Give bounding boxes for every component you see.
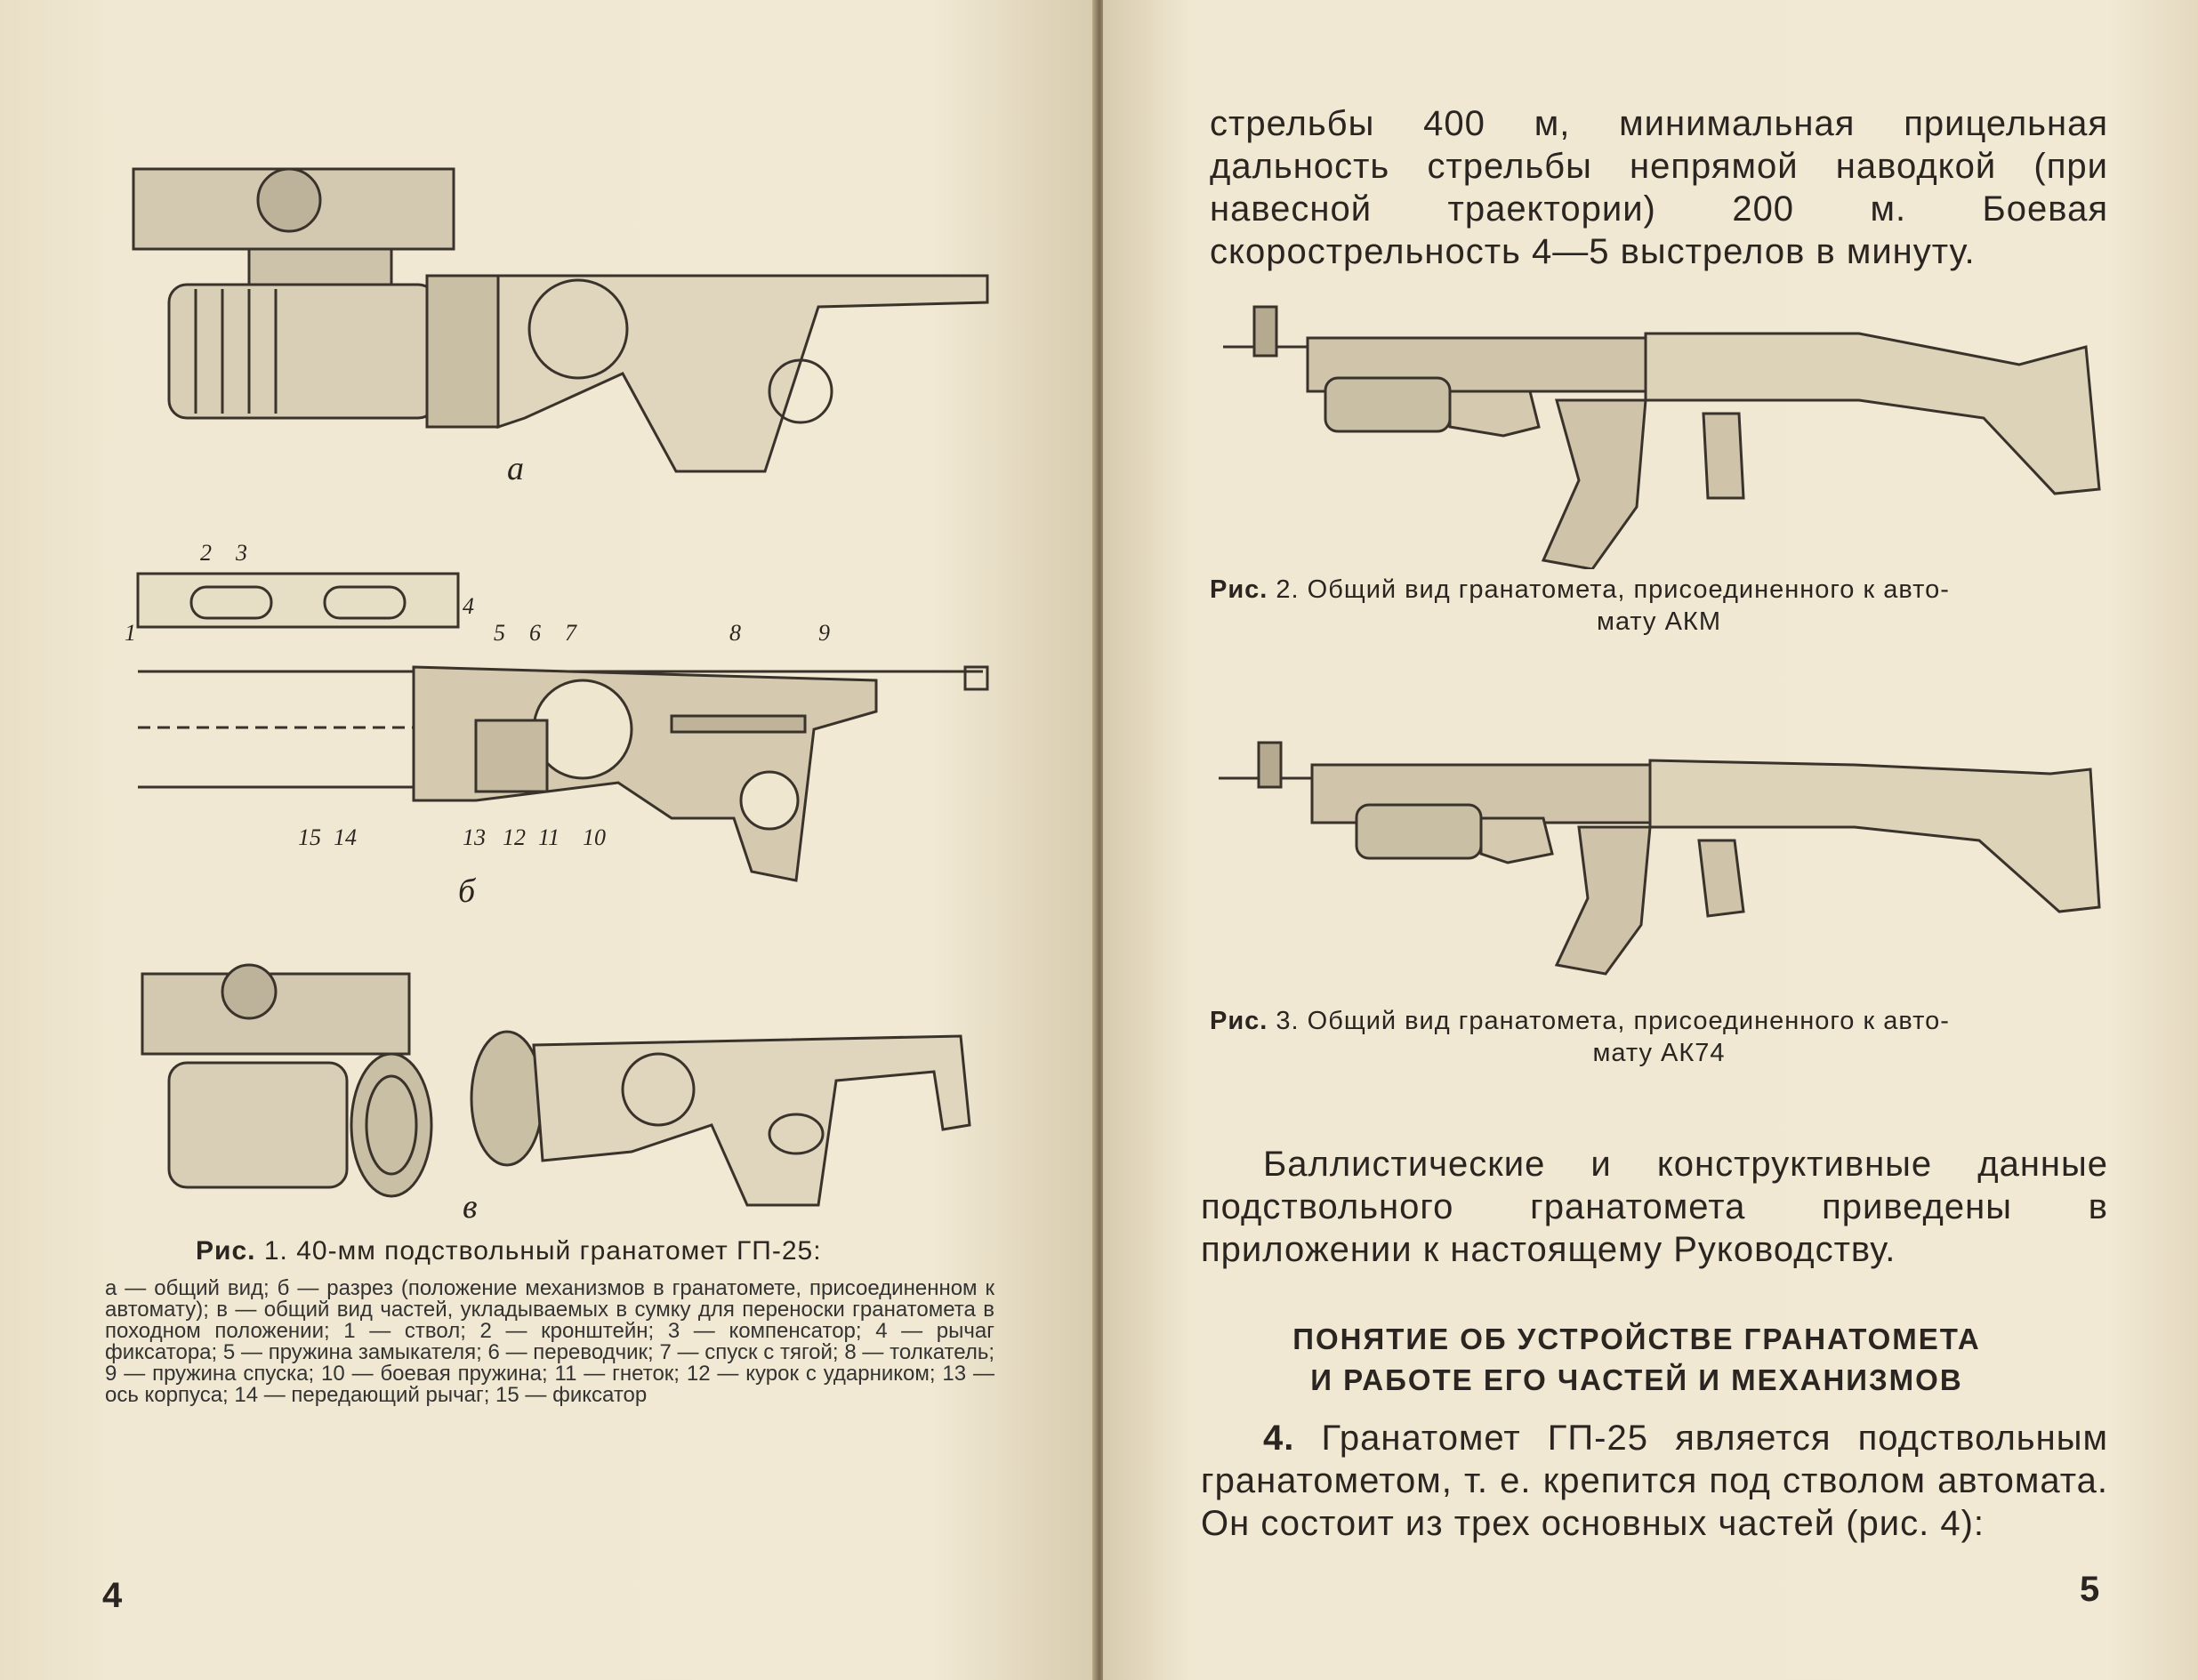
ballistic-paragraph: Баллистические и конструктивные данные подствольного гранатомета приведены в приложении к настоящему Руководству. [1201,1145,2108,1269]
figure-2-caption [1210,574,2108,638]
section-4-paragraph [1201,1417,2108,1545]
figure-3-caption-line2: мату АК74 [1592,1039,1726,1067]
figure-2-akm-image [1219,293,2117,569]
page-number-left: 4 [102,1576,123,1615]
figure-3-caption-line1: Общий вид гранатомета, присоединенного к авто- [1307,1007,1950,1035]
figure-1a-general-view [125,151,1005,480]
figure-letter-a: а [507,450,524,487]
figure-1-legend: а — общий вид; б — разрез (положение механизмов в гранатомете, присоединенном к автомату); в — общий вид частей, укладываемых в сумку для переноски гранатомета в походном положении; 1 — ствол; 2 — кронштейн; 3 — компенсатор; 4 — рычаг фиксатора; 5 — пружина замыкателя; 6 — переводчик; 7 — спуск с тягой; 8 — толкатель; 9 — пружина спуска; 10 — боевая пружина; 11 — гнеток; 12 — курок с ударником; 13 — ось корпуса; 14 — передающий рычаг; 15 — фиксатор [105,1276,994,1407]
callout-5: 5 [494,620,505,646]
section-heading-line2: И РАБОТЕ ЕГО ЧАСТЕЙ И МЕХАНИЗМОВ [1310,1363,1963,1396]
section-heading-line1: ПОНЯТИЕ ОБ УСТРОЙСТВЕ ГРАНАТОМЕТА [1292,1322,1981,1355]
figure-1-caption-title [196,1236,822,1266]
callout-1: 1 [125,620,136,646]
figure-letter-v: в [463,1188,478,1226]
callout-4: 4 [463,593,474,619]
callout-3: 3 [236,540,247,566]
figure-2-caption-line1: Общий вид гранатомета, присоединенного к авто- [1307,575,1950,604]
figure-2-caption-number: 2. [1276,575,1300,604]
callout-14: 14 [334,824,357,850]
figure-3-caption-number: 3. [1276,1007,1300,1035]
figure-3-caption-prefix: Рис. [1210,1007,1268,1035]
figure-1-caption-number: 1. [263,1236,288,1266]
figure-1c-parts [125,947,996,1214]
figure-1b-cross-section [120,534,1001,898]
callout-6: 6 [529,620,541,646]
left-page [0,0,1096,1680]
callout-2: 2 [200,540,212,566]
figure-2-caption-line2: мату АКМ [1597,607,1721,636]
figure-3-caption [1210,1005,2108,1069]
callout-15: 15 [298,824,321,850]
section-4-text: Гранатомет ГП-25 является подствольным гранатометом, т. е. крепится под стволом автомата. Он состоит из трех основных частей (рис. 4): [1201,1419,2108,1543]
callout-7: 7 [565,620,576,646]
figure-1-caption-prefix: Рис. [196,1236,256,1266]
callout-13: 13 [463,824,486,850]
figure-1-caption-text: 40-мм подствольный гранатомет ГП-25: [296,1236,822,1266]
callout-8: 8 [729,620,741,646]
callout-9: 9 [818,620,830,646]
section-4-number: 4. [1263,1419,1295,1458]
figure-letter-b: б [458,872,476,910]
figure-3-ak74-image [1214,729,2122,978]
callout-11: 11 [538,824,560,850]
intro-paragraph: стрельбы 400 м, минимальная прицельная дальность стрельбы непрямой наводкой (при навесной траектории) 200 м. Боевая скорострельность 4—5 выстрелов в минуту. [1210,104,2108,271]
page-number-right: 5 [2080,1570,2100,1609]
section-heading [1192,1319,2081,1401]
callout-10: 10 [583,824,606,850]
callout-12: 12 [503,824,526,850]
figure-2-caption-prefix: Рис. [1210,575,1268,604]
